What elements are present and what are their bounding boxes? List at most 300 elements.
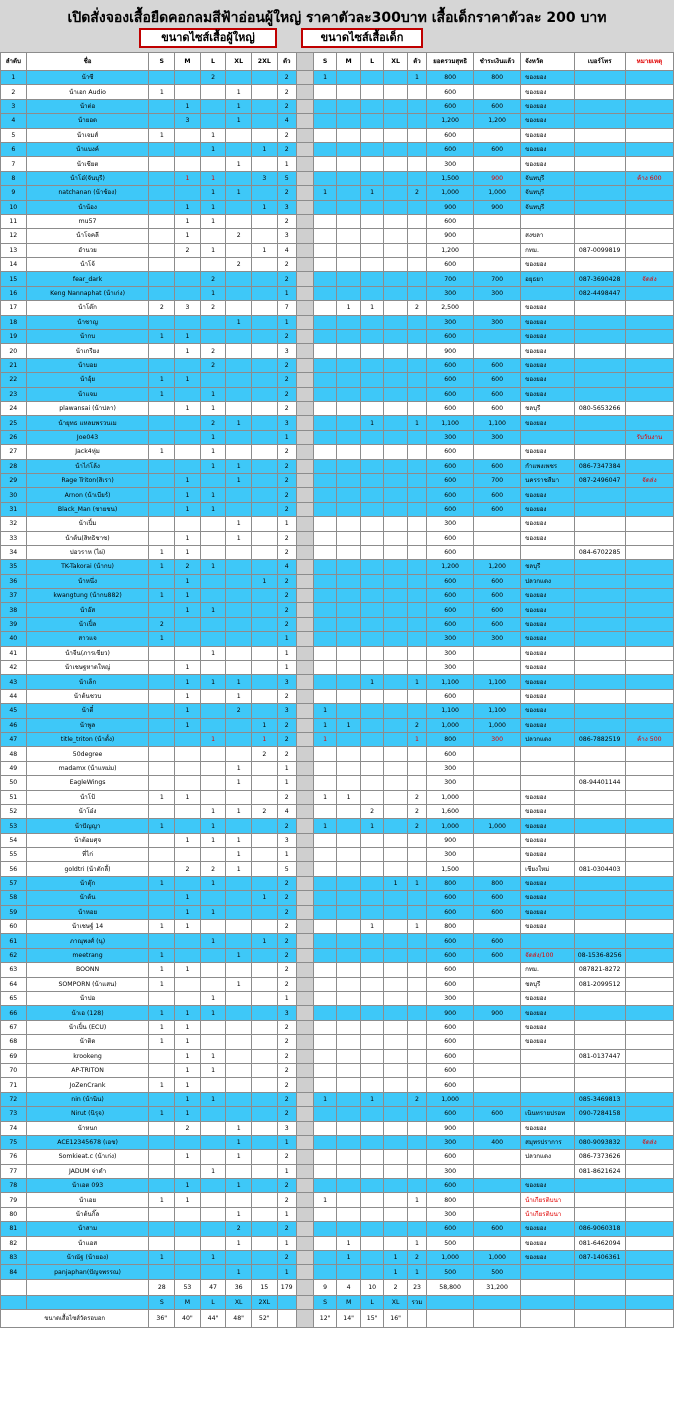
cell-2xl	[251, 157, 277, 171]
cell-name: น้าเปิ้น (ECU)	[26, 1020, 149, 1034]
cell-xl	[226, 1078, 252, 1092]
cell-paid	[474, 243, 521, 257]
cell-net-total: 600	[427, 545, 474, 559]
cell-child-s	[313, 862, 337, 876]
cell-paid	[474, 85, 521, 99]
cell-child-total	[407, 272, 426, 286]
cell-s	[149, 718, 175, 732]
cell-name: Rage Triton(สิเรา)	[26, 473, 149, 487]
cell-xl: 1	[226, 948, 252, 962]
cell-child-xl	[384, 85, 408, 99]
cell-province: ของยอง	[521, 315, 574, 329]
cell-child-m	[337, 473, 361, 487]
cell-phone	[574, 804, 625, 818]
cell-adult-total: 2	[277, 891, 296, 905]
cell-net-total: 1,600	[427, 804, 474, 818]
cell-note	[625, 1295, 673, 1309]
cell-2xl	[251, 1049, 277, 1063]
cell-xl	[226, 905, 252, 919]
cell-2xl	[251, 1207, 277, 1221]
cell-no: 52	[1, 804, 27, 818]
cell-gap	[296, 1020, 313, 1034]
cell-child-l	[360, 114, 384, 128]
cell-child-xl	[384, 272, 408, 286]
cell-child-xl	[384, 1063, 408, 1077]
cell-child-m	[337, 776, 361, 790]
cell-gap	[296, 589, 313, 603]
cell-child-xl	[384, 1092, 408, 1106]
cell-phone	[574, 301, 625, 315]
cell-child-l	[360, 171, 384, 185]
cell-adult-total: 2	[277, 214, 296, 228]
cell-child-total: 2	[407, 1251, 426, 1265]
cell-child-m	[337, 517, 361, 531]
cell-xl	[226, 301, 252, 315]
table-row	[1, 603, 674, 617]
cell-child-l	[360, 790, 384, 804]
table-row	[1, 1164, 674, 1178]
cell-paid	[474, 992, 521, 1006]
cell-name: น้ากบ	[26, 330, 149, 344]
cell-paid	[474, 344, 521, 358]
cell-s	[149, 171, 175, 185]
cell-child-l	[360, 286, 384, 300]
cell-l	[200, 574, 226, 588]
cell-2xl: 3	[251, 171, 277, 185]
cell-note	[625, 603, 673, 617]
cell-child-total	[407, 545, 426, 559]
cell-province: ของยอง	[521, 848, 574, 862]
cell-gap	[296, 891, 313, 905]
cell-adult-total: 2	[277, 330, 296, 344]
header-gap[interactable]	[296, 53, 313, 71]
header-m[interactable]: M	[175, 53, 201, 71]
cell-l: 1	[200, 560, 226, 574]
cell-adult-total: 2	[277, 1035, 296, 1049]
cell-s: 1	[149, 876, 175, 890]
cell-phone	[574, 214, 625, 228]
cell-phone	[574, 1265, 625, 1279]
cell-note	[625, 315, 673, 329]
cell-child-s	[313, 545, 337, 559]
cell-phone	[574, 1193, 625, 1207]
cell-no	[1, 1279, 27, 1295]
cell-phone	[574, 891, 625, 905]
cell-no: 61	[1, 934, 27, 948]
cell-child-xl	[384, 1150, 408, 1164]
cell-2xl	[251, 603, 277, 617]
cell-gap	[296, 848, 313, 862]
cell-province	[521, 430, 574, 444]
cell-paid: 900	[474, 200, 521, 214]
cell-child-s	[313, 200, 337, 214]
cell-phone	[574, 992, 625, 1006]
cell-m: 1	[175, 1035, 201, 1049]
cell-gap	[296, 920, 313, 934]
cell-adult-total: 3	[277, 833, 296, 847]
table-row	[1, 229, 674, 243]
cell-net-total: 600	[427, 1049, 474, 1063]
cell-child-total	[407, 142, 426, 156]
cell-child-s	[313, 1078, 337, 1092]
header-adult-total[interactable]: ตัว	[277, 53, 296, 71]
cell-l: 1	[200, 1164, 226, 1178]
cell-child-xl	[384, 200, 408, 214]
cell-no: 36	[1, 574, 27, 588]
cell-child-m: 1	[337, 1236, 361, 1250]
cell-xl	[226, 920, 252, 934]
cell-net-total: 600	[427, 1179, 474, 1193]
cell-gap	[296, 790, 313, 804]
cell-gap	[296, 358, 313, 372]
cell-paid	[474, 128, 521, 142]
cell-province	[521, 1279, 574, 1295]
cell-no: 12	[1, 229, 27, 243]
cell-net-total: 1,100	[427, 675, 474, 689]
cell-child-total	[407, 1107, 426, 1121]
cell-gap	[296, 1121, 313, 1135]
cell-2xl	[251, 661, 277, 675]
cell-no: 38	[1, 603, 27, 617]
cell-province: ของยอง	[521, 819, 574, 833]
cell-note	[625, 934, 673, 948]
cell-m	[175, 776, 201, 790]
cell-phone	[574, 1179, 625, 1193]
cell-child-s	[313, 286, 337, 300]
cell-province	[521, 1164, 574, 1178]
cell-name: น้าจีน(ภารเชียว)	[26, 646, 149, 660]
cell-child-l	[360, 445, 384, 459]
cell-province: นครราชสีมา	[521, 473, 574, 487]
table-row	[1, 804, 674, 818]
table-row	[1, 473, 674, 487]
cell-child-s	[313, 689, 337, 703]
cell-child-total	[407, 171, 426, 185]
table-row	[1, 358, 674, 372]
table-row	[1, 330, 674, 344]
cell-net-total	[427, 1309, 474, 1327]
header-xl[interactable]: XL	[226, 53, 252, 71]
cell-l	[200, 977, 226, 991]
header-province[interactable]: จังหวัด	[521, 53, 574, 71]
cell-2xl	[251, 776, 277, 790]
table-row	[1, 1049, 674, 1063]
header-2xl[interactable]: 2XL	[251, 53, 277, 71]
cell-no: 84	[1, 1265, 27, 1279]
cell-net-total: 300	[427, 430, 474, 444]
cell-child-l: L	[360, 1295, 384, 1309]
cell-no: 19	[1, 330, 27, 344]
cell-no: 45	[1, 704, 27, 718]
cell-child-m	[337, 401, 361, 415]
header-child-m[interactable]: M	[337, 53, 361, 71]
header-no[interactable]: ลำดับ	[1, 53, 27, 71]
cell-m	[175, 804, 201, 818]
cell-name: น้าปอ	[26, 992, 149, 1006]
cell-no: 28	[1, 459, 27, 473]
cell-l: 1	[200, 286, 226, 300]
cell-child-xl	[384, 675, 408, 689]
cell-child-m	[337, 430, 361, 444]
cell-net-total: 600	[427, 488, 474, 502]
cell-2xl	[251, 905, 277, 919]
cell-note	[625, 1035, 673, 1049]
cell-l	[200, 157, 226, 171]
cell-child-s: 1	[313, 186, 337, 200]
cell-phone	[574, 1035, 625, 1049]
cell-child-m	[337, 1150, 361, 1164]
cell-m: 40"	[175, 1309, 201, 1327]
cell-s	[149, 1049, 175, 1063]
cell-note	[625, 1265, 673, 1279]
cell-gap	[296, 171, 313, 185]
cell-child-s	[313, 459, 337, 473]
cell-paid	[474, 1078, 521, 1092]
cell-phone	[574, 632, 625, 646]
cell-child-total	[407, 1063, 426, 1077]
cell-l: 1	[200, 387, 226, 401]
cell-child-xl	[384, 401, 408, 415]
cell-net-total: 1,100	[427, 416, 474, 430]
cell-phone	[574, 905, 625, 919]
cell-l: 2	[200, 416, 226, 430]
cell-net-total: 300	[427, 315, 474, 329]
cell-xl: 1	[226, 1179, 252, 1193]
table-row	[1, 517, 674, 531]
cell-name: น้าสาม	[26, 1222, 149, 1236]
cell-xl	[226, 560, 252, 574]
cell-name: Keng Nannaphat (น้าเก่ง)	[26, 286, 149, 300]
cell-no: 46	[1, 718, 27, 732]
cell-no: 39	[1, 617, 27, 631]
cell-note	[625, 344, 673, 358]
header-child-l[interactable]: L	[360, 53, 384, 71]
cell-paid: 1,000	[474, 819, 521, 833]
cell-province: ของยอง	[521, 330, 574, 344]
cell-net-total: 1,500	[427, 171, 474, 185]
cell-net-total: 600	[427, 948, 474, 962]
cell-note	[625, 99, 673, 113]
cell-child-total	[407, 833, 426, 847]
cell-no: 30	[1, 488, 27, 502]
header-child-xl[interactable]: XL	[384, 53, 408, 71]
cell-paid	[474, 214, 521, 228]
header-phone[interactable]: เบอร์โทร	[574, 53, 625, 71]
cell-s: 1	[149, 1035, 175, 1049]
cell-note	[625, 1309, 673, 1327]
cell-2xl	[251, 833, 277, 847]
cell-paid: 600	[474, 603, 521, 617]
table-row	[1, 1035, 674, 1049]
cell-child-s	[313, 445, 337, 459]
cell-child-m	[337, 848, 361, 862]
cell-note	[625, 243, 673, 257]
cell-adult-total: 2	[277, 1251, 296, 1265]
cell-gap	[296, 1251, 313, 1265]
cell-child-xl	[384, 430, 408, 444]
cell-2xl	[251, 473, 277, 487]
cell-adult-total: 1	[277, 157, 296, 171]
header-s[interactable]: S	[149, 53, 175, 71]
header-l[interactable]: L	[200, 53, 226, 71]
cell-child-s	[313, 85, 337, 99]
header-net-total[interactable]: ยอดรวมสุทธิ	[427, 53, 474, 71]
cell-child-total: 1	[407, 1236, 426, 1250]
cell-child-s	[313, 920, 337, 934]
header-note[interactable]: หมายเหตุ	[625, 53, 673, 71]
table-row	[1, 243, 674, 257]
cell-child-s	[313, 632, 337, 646]
cell-xl	[226, 934, 252, 948]
cell-province: ของยอง	[521, 603, 574, 617]
cell-paid: 600	[474, 373, 521, 387]
cell-m	[175, 992, 201, 1006]
cell-phone	[574, 790, 625, 804]
cell-paid	[474, 1164, 521, 1178]
cell-paid: 600	[474, 488, 521, 502]
cell-phone	[574, 589, 625, 603]
cell-2xl	[251, 589, 277, 603]
cell-note	[625, 229, 673, 243]
cell-child-xl	[384, 473, 408, 487]
cell-2xl	[251, 488, 277, 502]
cell-net-total: 800	[427, 876, 474, 890]
cell-m: 1	[175, 1049, 201, 1063]
header-name[interactable]: ชื่อ	[26, 53, 149, 71]
cell-paid	[474, 1049, 521, 1063]
cell-2xl	[251, 416, 277, 430]
cell-m: 1	[175, 344, 201, 358]
cell-adult-total: 2	[277, 1020, 296, 1034]
cell-child-total: 1	[407, 732, 426, 746]
table-row	[1, 157, 674, 171]
cell-adult-total: 4	[277, 560, 296, 574]
cell-adult-total: 3	[277, 416, 296, 430]
cell-child-s	[313, 934, 337, 948]
cell-xl: 2	[226, 258, 252, 272]
header-child-s[interactable]: S	[313, 53, 337, 71]
cell-s	[149, 517, 175, 531]
cell-net-total: 600	[427, 330, 474, 344]
cell-no: 5	[1, 128, 27, 142]
cell-child-xl	[384, 747, 408, 761]
table-row	[1, 761, 674, 775]
cell-xl: 1	[226, 315, 252, 329]
cell-paid: 800	[474, 71, 521, 85]
cell-phone	[574, 1309, 625, 1327]
cell-province: ของยอง	[521, 416, 574, 430]
cell-s: S	[149, 1295, 175, 1309]
cell-province: ของยอง	[521, 589, 574, 603]
cell-note	[625, 545, 673, 559]
cell-province: กทม.	[521, 243, 574, 257]
cell-s: 1	[149, 85, 175, 99]
cell-no: 14	[1, 258, 27, 272]
cell-no: 56	[1, 862, 27, 876]
cell-province: ของยอง	[521, 891, 574, 905]
table-row	[1, 1236, 674, 1250]
cell-m	[175, 430, 201, 444]
cell-m: 1	[175, 401, 201, 415]
cell-s: 1	[149, 1251, 175, 1265]
table-row	[1, 661, 674, 675]
header-child-total[interactable]: ตัว	[407, 53, 426, 71]
cell-child-m	[337, 603, 361, 617]
cell-2xl	[251, 128, 277, 142]
cell-child-xl	[384, 603, 408, 617]
cell-net-total: 900	[427, 344, 474, 358]
cell-l	[200, 1207, 226, 1221]
header-paid[interactable]: ชำระเงินแล้ว	[474, 53, 521, 71]
cell-s: 1	[149, 1193, 175, 1207]
cell-adult-total: 2	[277, 358, 296, 372]
cell-child-total	[407, 747, 426, 761]
cell-name: nin (น้านิน)	[26, 1092, 149, 1106]
table-row	[1, 1135, 674, 1149]
cell-child-s	[313, 430, 337, 444]
cell-m: 1	[175, 373, 201, 387]
cell-phone	[574, 128, 625, 142]
cell-l	[200, 473, 226, 487]
cell-child-m	[337, 589, 361, 603]
cell-xl	[226, 1035, 252, 1049]
cell-child-s	[313, 1222, 337, 1236]
cell-name: EagleWings	[26, 776, 149, 790]
cell-adult-total: 1	[277, 1164, 296, 1178]
cell-child-l	[360, 1193, 384, 1207]
cell-l	[200, 1179, 226, 1193]
cell-gap	[296, 761, 313, 775]
cell-m	[175, 948, 201, 962]
cell-l: 1	[200, 603, 226, 617]
cell-child-m	[337, 1078, 361, 1092]
cell-child-l	[360, 358, 384, 372]
cell-child-l: 1	[360, 416, 384, 430]
cell-paid: 500	[474, 1265, 521, 1279]
cell-phone	[574, 315, 625, 329]
cell-2xl	[251, 1121, 277, 1135]
cell-xl	[226, 1006, 252, 1020]
cell-l	[200, 99, 226, 113]
cell-l	[200, 963, 226, 977]
cell-child-m	[337, 114, 361, 128]
cell-child-m	[337, 646, 361, 660]
cell-child-total	[407, 401, 426, 415]
cell-net-total: 700	[427, 272, 474, 286]
cell-child-total	[407, 891, 426, 905]
cell-adult-total: 1	[277, 1265, 296, 1279]
cell-name: Nirut (นิรุจ)	[26, 1107, 149, 1121]
cell-province: ของยอง	[521, 99, 574, 113]
cell-child-xl	[384, 862, 408, 876]
cell-gap	[296, 1150, 313, 1164]
cell-m	[175, 186, 201, 200]
cell-s	[149, 473, 175, 487]
cell-s	[149, 1063, 175, 1077]
cell-child-total	[407, 1035, 426, 1049]
cell-adult-total: 3	[277, 1006, 296, 1020]
cell-note	[625, 977, 673, 991]
cell-child-total	[407, 531, 426, 545]
cell-phone	[574, 502, 625, 516]
cell-s: 1	[149, 545, 175, 559]
cell-province: ของยอง	[521, 128, 574, 142]
cell-child-total	[407, 200, 426, 214]
cell-child-l	[360, 574, 384, 588]
cell-net-total: 800	[427, 1193, 474, 1207]
cell-child-xl	[384, 1049, 408, 1063]
cell-l	[200, 1193, 226, 1207]
